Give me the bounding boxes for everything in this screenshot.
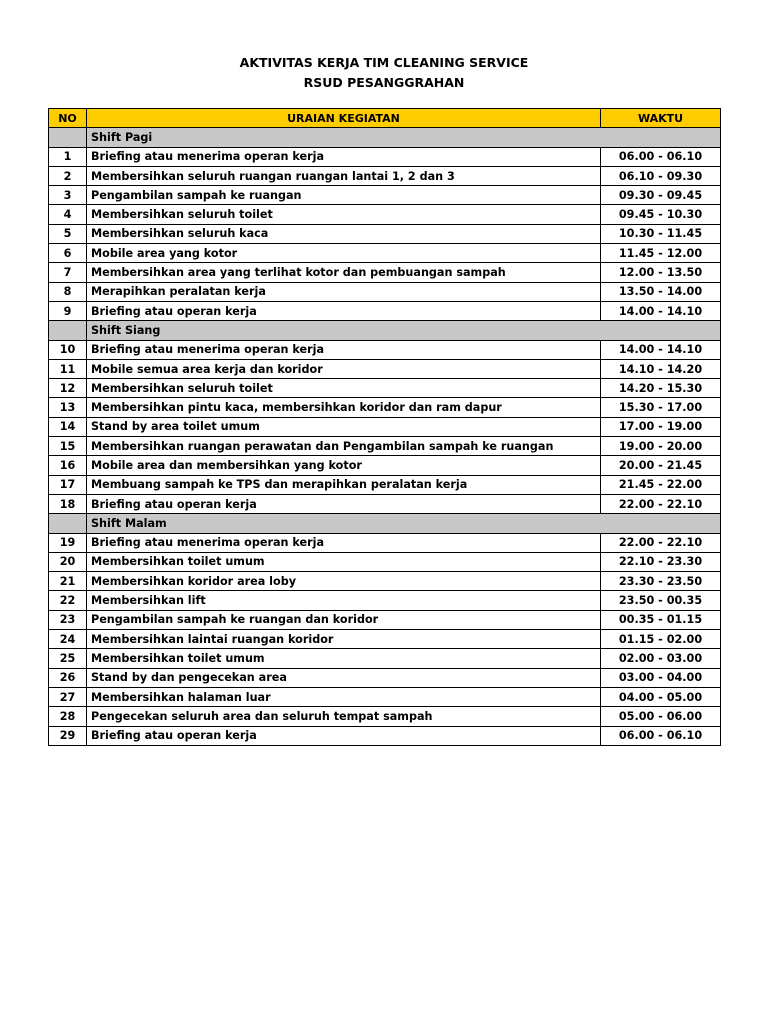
table-row (49, 205, 721, 224)
row-description: Merapihkan peralatan kerja (87, 282, 601, 301)
row-number: 3 (49, 186, 87, 205)
row-number: 7 (49, 263, 87, 282)
row-number: 13 (49, 398, 87, 417)
row-description: Membersihkan ruangan perawatan dan Pengambilan sampah ke ruangan (87, 437, 601, 456)
table-header-row (49, 109, 721, 128)
row-time: 14.20 - 15.30 (601, 379, 721, 398)
row-description: Briefing atau operan kerja (87, 726, 601, 745)
row-description: Membersihkan laintai ruangan koridor (87, 630, 601, 649)
row-time: 09.30 - 09.45 (601, 186, 721, 205)
table-row (49, 186, 721, 205)
row-description: Membersihkan koridor area loby (87, 572, 601, 591)
table-row (49, 726, 721, 745)
section-empty-cell (49, 514, 87, 533)
row-description: Membersihkan toilet umum (87, 552, 601, 571)
section-title: Shift Pagi (87, 128, 721, 147)
row-number: 18 (49, 494, 87, 513)
row-number: 12 (49, 379, 87, 398)
row-number: 20 (49, 552, 87, 571)
row-description: Briefing atau menerima operan kerja (87, 340, 601, 359)
row-number: 26 (49, 668, 87, 687)
row-time: 22.00 - 22.10 (601, 533, 721, 552)
row-number: 15 (49, 437, 87, 456)
row-time: 19.00 - 20.00 (601, 437, 721, 456)
row-description: Membersihkan seluruh toilet (87, 205, 601, 224)
table-body (49, 128, 721, 746)
row-time: 20.00 - 21.45 (601, 456, 721, 475)
row-description: Mobile area yang kotor (87, 244, 601, 263)
row-time: 06.00 - 06.10 (601, 726, 721, 745)
row-description: Briefing atau operan kerja (87, 494, 601, 513)
table-row (49, 417, 721, 436)
row-number: 29 (49, 726, 87, 745)
row-description: Mobile semua area kerja dan koridor (87, 359, 601, 378)
row-time: 05.00 - 06.00 (601, 707, 721, 726)
table-row (49, 147, 721, 166)
document-title: AKTIVITAS KERJA TIM CLEANING SERVICE (239, 55, 529, 70)
table-row (49, 437, 721, 456)
row-number: 1 (49, 147, 87, 166)
schedule-table (48, 108, 721, 746)
row-number: 4 (49, 205, 87, 224)
row-description: Briefing atau operan kerja (87, 301, 601, 320)
table-row (49, 379, 721, 398)
row-number: 25 (49, 649, 87, 668)
table-row (49, 533, 721, 552)
row-number: 8 (49, 282, 87, 301)
row-time: 11.45 - 12.00 (601, 244, 721, 263)
row-number: 19 (49, 533, 87, 552)
row-time: 03.00 - 04.00 (601, 668, 721, 687)
document-subtitle: RSUD PESANGGRAHAN (303, 75, 465, 90)
table-row (49, 340, 721, 359)
row-description: Membuang sampah ke TPS dan merapihkan peralatan kerja (87, 475, 601, 494)
row-description: Membersihkan lift (87, 591, 601, 610)
header-description: URAIAN KEGIATAN (87, 109, 601, 128)
table-row (49, 687, 721, 706)
row-time: 10.30 - 11.45 (601, 224, 721, 243)
row-time: 15.30 - 17.00 (601, 398, 721, 417)
table-row (49, 359, 721, 378)
row-number: 22 (49, 591, 87, 610)
row-time: 09.45 - 10.30 (601, 205, 721, 224)
row-number: 27 (49, 687, 87, 706)
row-description: Briefing atau menerima operan kerja (87, 147, 601, 166)
row-time: 04.00 - 05.00 (601, 687, 721, 706)
row-time: 14.00 - 14.10 (601, 340, 721, 359)
row-time: 06.10 - 09.30 (601, 166, 721, 185)
table-row (49, 456, 721, 475)
table-row (49, 668, 721, 687)
section-title: Shift Malam (87, 514, 721, 533)
row-time: 12.00 - 13.50 (601, 263, 721, 282)
row-description: Membersihkan pintu kaca, membersihkan koridor dan ram dapur (87, 398, 601, 417)
table-row (49, 166, 721, 185)
table-row (49, 244, 721, 263)
row-description: Membersihkan toilet umum (87, 649, 601, 668)
table-row (49, 552, 721, 571)
row-number: 14 (49, 417, 87, 436)
row-time: 22.00 - 22.10 (601, 494, 721, 513)
row-number: 16 (49, 456, 87, 475)
row-description: Membersihkan seluruh kaca (87, 224, 601, 243)
row-number: 17 (49, 475, 87, 494)
row-time: 23.30 - 23.50 (601, 572, 721, 591)
row-number: 2 (49, 166, 87, 185)
table-row (49, 494, 721, 513)
row-time: 06.00 - 06.10 (601, 147, 721, 166)
row-number: 21 (49, 572, 87, 591)
row-description: Membersihkan seluruh toilet (87, 379, 601, 398)
table-row (49, 475, 721, 494)
row-number: 23 (49, 610, 87, 629)
row-description: Stand by dan pengecekan area (87, 668, 601, 687)
row-description: Briefing atau menerima operan kerja (87, 533, 601, 552)
row-time: 17.00 - 19.00 (601, 417, 721, 436)
table-row (49, 649, 721, 668)
section-row (49, 128, 721, 147)
section-empty-cell (49, 128, 87, 147)
row-number: 5 (49, 224, 87, 243)
section-row (49, 514, 721, 533)
row-number: 28 (49, 707, 87, 726)
row-number: 11 (49, 359, 87, 378)
row-description: Pengambilan sampah ke ruangan (87, 186, 601, 205)
table-row (49, 707, 721, 726)
table-row (49, 301, 721, 320)
row-time: 01.15 - 02.00 (601, 630, 721, 649)
row-time: 13.50 - 14.00 (601, 282, 721, 301)
section-row (49, 321, 721, 340)
row-description: Pengecekan seluruh area dan seluruh tempat sampah (87, 707, 601, 726)
row-time: 21.45 - 22.00 (601, 475, 721, 494)
section-empty-cell (49, 321, 87, 340)
row-number: 9 (49, 301, 87, 320)
table-row (49, 282, 721, 301)
row-description: Membersihkan seluruh ruangan ruangan lantai 1, 2 dan 3 (87, 166, 601, 185)
row-time: 02.00 - 03.00 (601, 649, 721, 668)
row-time: 14.10 - 14.20 (601, 359, 721, 378)
table-row (49, 591, 721, 610)
row-description: Pengambilan sampah ke ruangan dan koridor (87, 610, 601, 629)
row-time: 22.10 - 23.30 (601, 552, 721, 571)
row-time: 00.35 - 01.15 (601, 610, 721, 629)
table-row (49, 224, 721, 243)
section-title: Shift Siang (87, 321, 721, 340)
row-time: 14.00 - 14.10 (601, 301, 721, 320)
row-description: Membersihkan area yang terlihat kotor dan pembuangan sampah (87, 263, 601, 282)
header-time: WAKTU (601, 109, 721, 128)
header-no: NO (49, 109, 87, 128)
row-description: Mobile area dan membersihkan yang kotor (87, 456, 601, 475)
row-number: 6 (49, 244, 87, 263)
table-row (49, 630, 721, 649)
row-description: Stand by area toilet umum (87, 417, 601, 436)
table-row (49, 572, 721, 591)
row-number: 24 (49, 630, 87, 649)
row-number: 10 (49, 340, 87, 359)
table-row (49, 610, 721, 629)
row-description: Membersihkan halaman luar (87, 687, 601, 706)
table-row (49, 263, 721, 282)
row-time: 23.50 - 00.35 (601, 591, 721, 610)
table-row (49, 398, 721, 417)
